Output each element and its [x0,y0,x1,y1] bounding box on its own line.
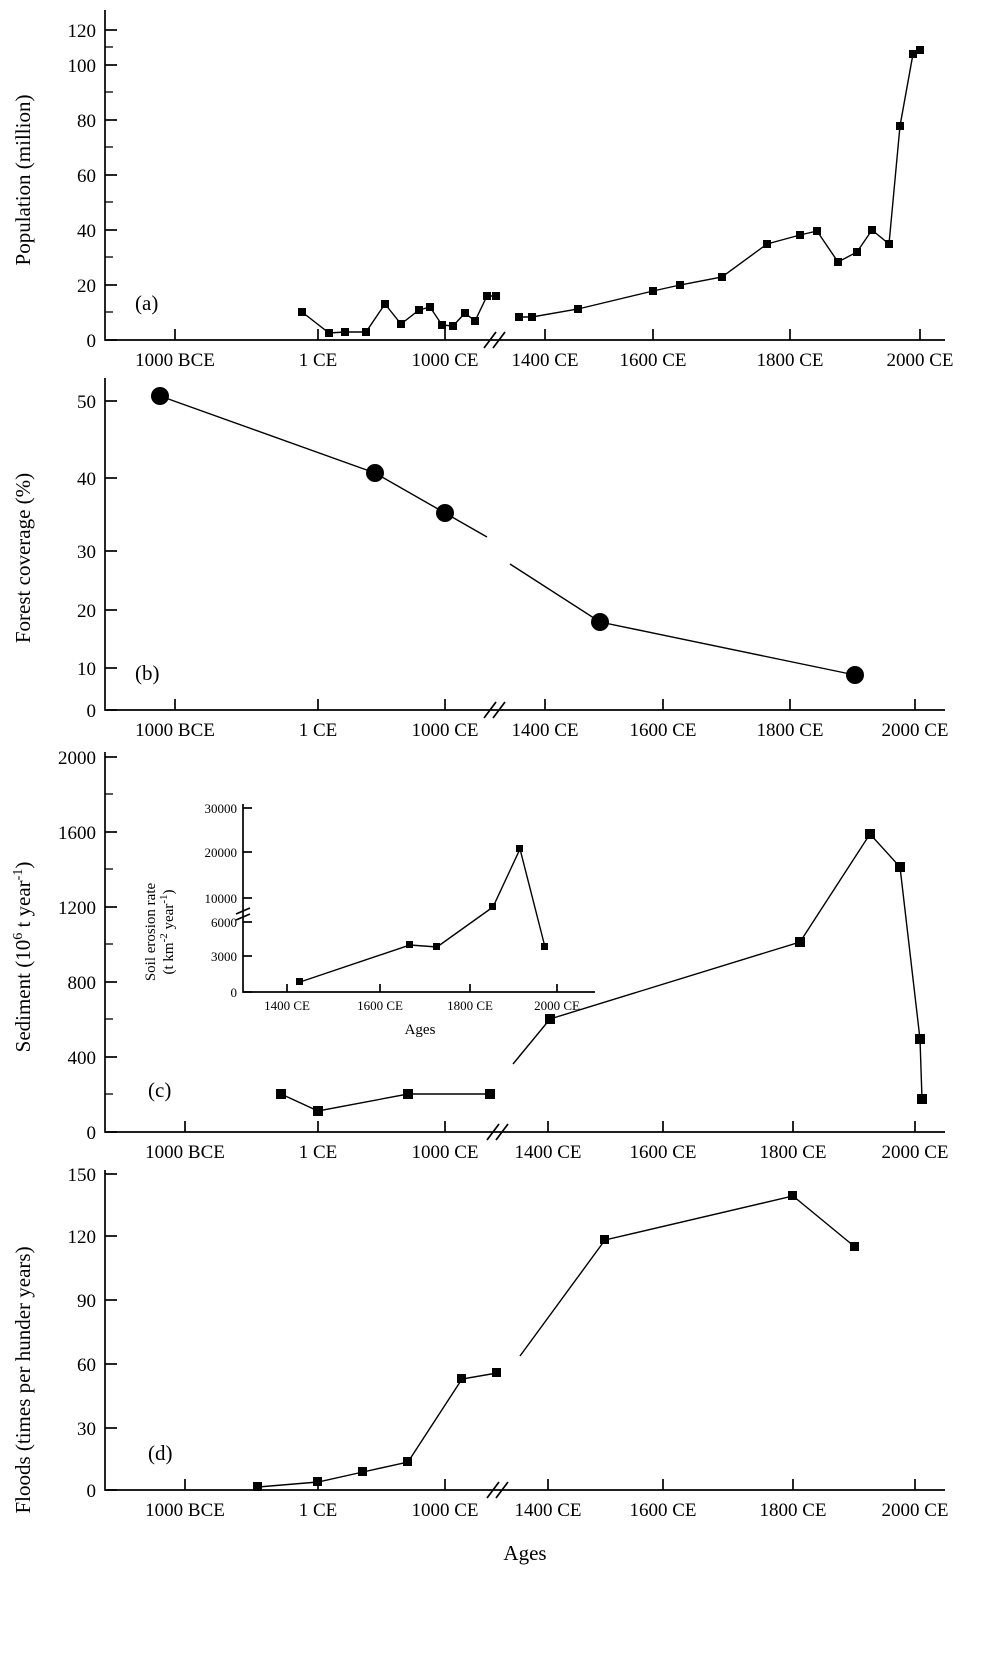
inset-ylabel [143,883,177,982]
panel-d-xtick-7: 2000 CE [881,1500,949,1521]
panel-d-xtick-4: 1400 CE [514,1500,582,1521]
panel-d-ylabel: Floods (times per hunder years) [11,1246,35,1514]
panel-b-ytick-20: 20 [77,601,96,622]
panel-d-series-line-2 [520,1196,855,1356]
panel-a-ytick-120: 120 [67,21,96,42]
panel-b-ylabel: Forest coverage (%) [11,472,35,644]
panel-d-markers [253,1191,859,1491]
inset-ytick-30000: 30000 [204,801,237,816]
panel-b-ytick-50: 50 [77,392,96,413]
panel-c-xtick-6: 1800 CE [759,1142,827,1163]
inset-xtick-2: 1600 CE [357,998,403,1013]
panel-b-ytick-30: 30 [77,542,96,563]
svg-text:Sediment (106 t year-1): Sediment ($10^6$ t year$^{-1}$) [11,861,35,1053]
panel-b-axes [105,378,945,710]
inset-soil-erosion [143,801,595,1038]
panel-c-xtick-4: 1400 CE [514,1142,582,1163]
panel-c-ytick-1200: 1200 [58,898,96,919]
panel-b-tag: (b) [135,661,160,685]
panel-a-yticks [68,21,118,352]
panel-c-xtick-2: 1 CE [298,1142,338,1163]
inset-xlabel: Ages [404,1022,436,1038]
panel-d-xtick-1: 1000 BCE [145,1500,225,1521]
panel-a-xtick-7: 2000 CE [886,350,954,371]
panel-d-xtick-6: 1800 CE [759,1500,827,1521]
panel-a-ytick-0: 0 [86,331,96,352]
panel-d-xticks [145,1479,948,1521]
inset-xtick-4: 2000 CE [534,998,580,1013]
panel-c-xtick-5: 1600 CE [629,1142,697,1163]
panel-a-axes [105,10,945,340]
inset-series-line [300,849,545,982]
panel-a-xtick-5: 1600 CE [619,350,687,371]
panel-b [0,368,998,740]
panel-b-xtick-1: 1000 BCE [135,720,215,741]
panel-b-xtick-5: 1600 CE [629,720,697,741]
panel-b-xtick-2: 1 CE [298,720,338,741]
inset-ytick-6000: 6000 [211,915,237,930]
panel-b-xticks [135,699,948,741]
panel-c [0,742,998,1164]
inset-xtick-3: 1800 CE [447,998,493,1013]
inset-ytick-3000: 3000 [211,949,237,964]
panel-a-xtick-6: 1800 CE [756,350,824,371]
svg-text:(t km-2 year-1): (t $km^{-2}$ year$^{-1}$) [158,889,177,975]
panel-c-ytick-0: 0 [86,1123,96,1144]
panel-a [0,0,998,370]
panel-a-xtick-1: 1000 BCE [135,350,215,371]
panel-c-yticks [58,748,117,1144]
panel-d-yticks [68,1165,118,1502]
panel-a-markers [298,46,924,337]
panel-d [0,1160,998,1654]
panel-b-yticks [77,392,117,722]
panel-c-xtick-1: 1000 BCE [145,1142,225,1163]
panel-a-xtick-4: 1400 CE [511,350,579,371]
panel-c-tag: (c) [148,1078,172,1102]
panel-c-markers [276,829,927,1116]
inset-xtick-1: 1400 CE [264,998,310,1013]
panel-c-xticks [145,1121,948,1163]
panel-c-ytick-800: 800 [67,973,96,994]
panel-d-ytick-150: 150 [67,1165,96,1186]
panel-d-xtick-3: 1000 CE [411,1500,479,1521]
inset-ytick-0: 0 [230,985,237,1000]
panel-d-xtick-5: 1600 CE [629,1500,697,1521]
panel-c-ytick-1600: 1600 [58,823,96,844]
panel-c-xtick-3: 1000 CE [411,1142,479,1163]
panel-a-ytick-60: 60 [77,166,96,187]
panel-a-ytick-20: 20 [77,276,96,297]
panel-b-xtick-6: 1800 CE [756,720,824,741]
panel-d-ytick-90: 90 [77,1291,96,1312]
panel-b-ytick-40: 40 [77,469,96,490]
panel-c-ylabel [11,862,35,1053]
panel-d-tag: (d) [148,1441,173,1465]
panel-a-xtick-2: 1 CE [298,350,338,371]
inset-markers [296,845,548,985]
panel-a-ylabel: Population (million) [11,94,35,266]
panel-c-series-line [281,1094,490,1111]
panel-c-xtick-7: 2000 CE [881,1142,949,1163]
panel-b-xtick-3: 1000 CE [411,720,479,741]
panel-a-xtick-3: 1000 CE [411,350,479,371]
panel-b-series-line-2 [510,564,855,675]
panel-c-ytick-2000: 2000 [58,748,96,769]
panel-b-ytick-0: 0 [86,701,96,722]
panel-a-ytick-80: 80 [77,111,96,132]
panel-c-series-line-2 [513,834,922,1099]
inset-xticks [264,984,580,1013]
inset-ytick-20000: 20000 [204,845,237,860]
panel-d-series-line [258,1373,497,1487]
panel-d-xtick-2: 1 CE [298,1500,338,1521]
panel-a-ytick-100: 100 [67,56,96,77]
panel-b-ytick-10: 10 [77,659,96,680]
panel-a-tag: (a) [135,291,159,315]
inset-yticks [205,801,253,1000]
figure-xlabel: Ages [503,1541,547,1565]
panel-d-ytick-30: 30 [77,1419,96,1440]
panel-a-xticks [135,329,953,371]
panel-a-ytick-40: 40 [77,221,96,242]
panel-b-xtick-7: 2000 CE [881,720,949,741]
panel-d-ytick-60: 60 [77,1355,96,1376]
inset-axes [243,804,595,992]
panel-c-ytick-400: 400 [67,1048,96,1069]
inset-ytick-10000: 10000 [204,891,237,906]
svg-text:Soil erosion rate: Soil erosion rate [143,882,159,982]
panel-b-xtick-4: 1400 CE [511,720,579,741]
panel-d-ytick-120: 120 [67,1227,96,1248]
panel-d-ytick-0: 0 [86,1481,96,1502]
